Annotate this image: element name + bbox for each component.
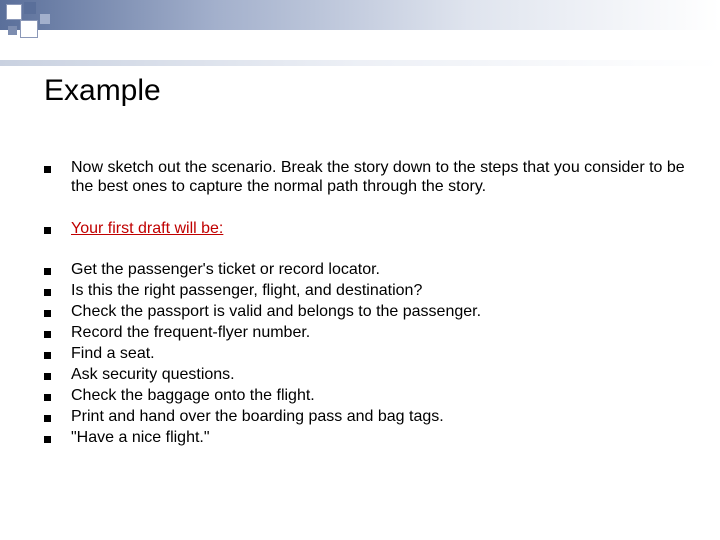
decor-square: [40, 14, 50, 24]
step-item: Ask security questions.: [71, 366, 235, 383]
decor-square: [24, 2, 36, 14]
title-underline-gradient: [0, 60, 720, 66]
step-item: "Have a nice flight.": [71, 429, 210, 446]
bullet-square-icon: [44, 227, 51, 234]
first-draft-link[interactable]: Your first draft will be:: [71, 220, 224, 237]
step-item: Print and hand over the boarding pass and bag tags.: [71, 408, 444, 425]
bullet-square-icon: [44, 310, 51, 317]
bullet-square-icon: [44, 394, 51, 401]
bullet-square-icon: [44, 436, 51, 443]
decor-square: [8, 26, 17, 35]
step-item: Find a seat.: [71, 345, 155, 362]
decorative-squares: [0, 0, 60, 50]
step-item: Check the passport is valid and belongs to the passenger.: [71, 303, 482, 320]
step-item: Is this the right passenger, flight, and destination?: [71, 282, 423, 299]
step-item: Record the frequent-flyer number.: [71, 324, 311, 341]
bullet-square-icon: [44, 415, 51, 422]
bullet-square-icon: [44, 331, 51, 338]
slide-title: Example: [44, 74, 161, 107]
header-gradient-band: [0, 0, 720, 30]
step-item: Get the passenger's ticket or record locator.: [71, 261, 380, 278]
bullet-square-icon: [44, 166, 51, 173]
bullet-square-icon: [44, 268, 51, 275]
step-item: Check the baggage onto the flight.: [71, 387, 315, 404]
bullet-square-icon: [44, 289, 51, 296]
bullet-square-icon: [44, 373, 51, 380]
decor-square: [6, 4, 22, 20]
scenario-paragraph: Now sketch out the scenario. Break the story down to the steps that you consider to be the best ones to capture the normal path through the story.: [71, 159, 685, 195]
bullet-square-icon: [44, 352, 51, 359]
decor-square: [20, 20, 38, 38]
